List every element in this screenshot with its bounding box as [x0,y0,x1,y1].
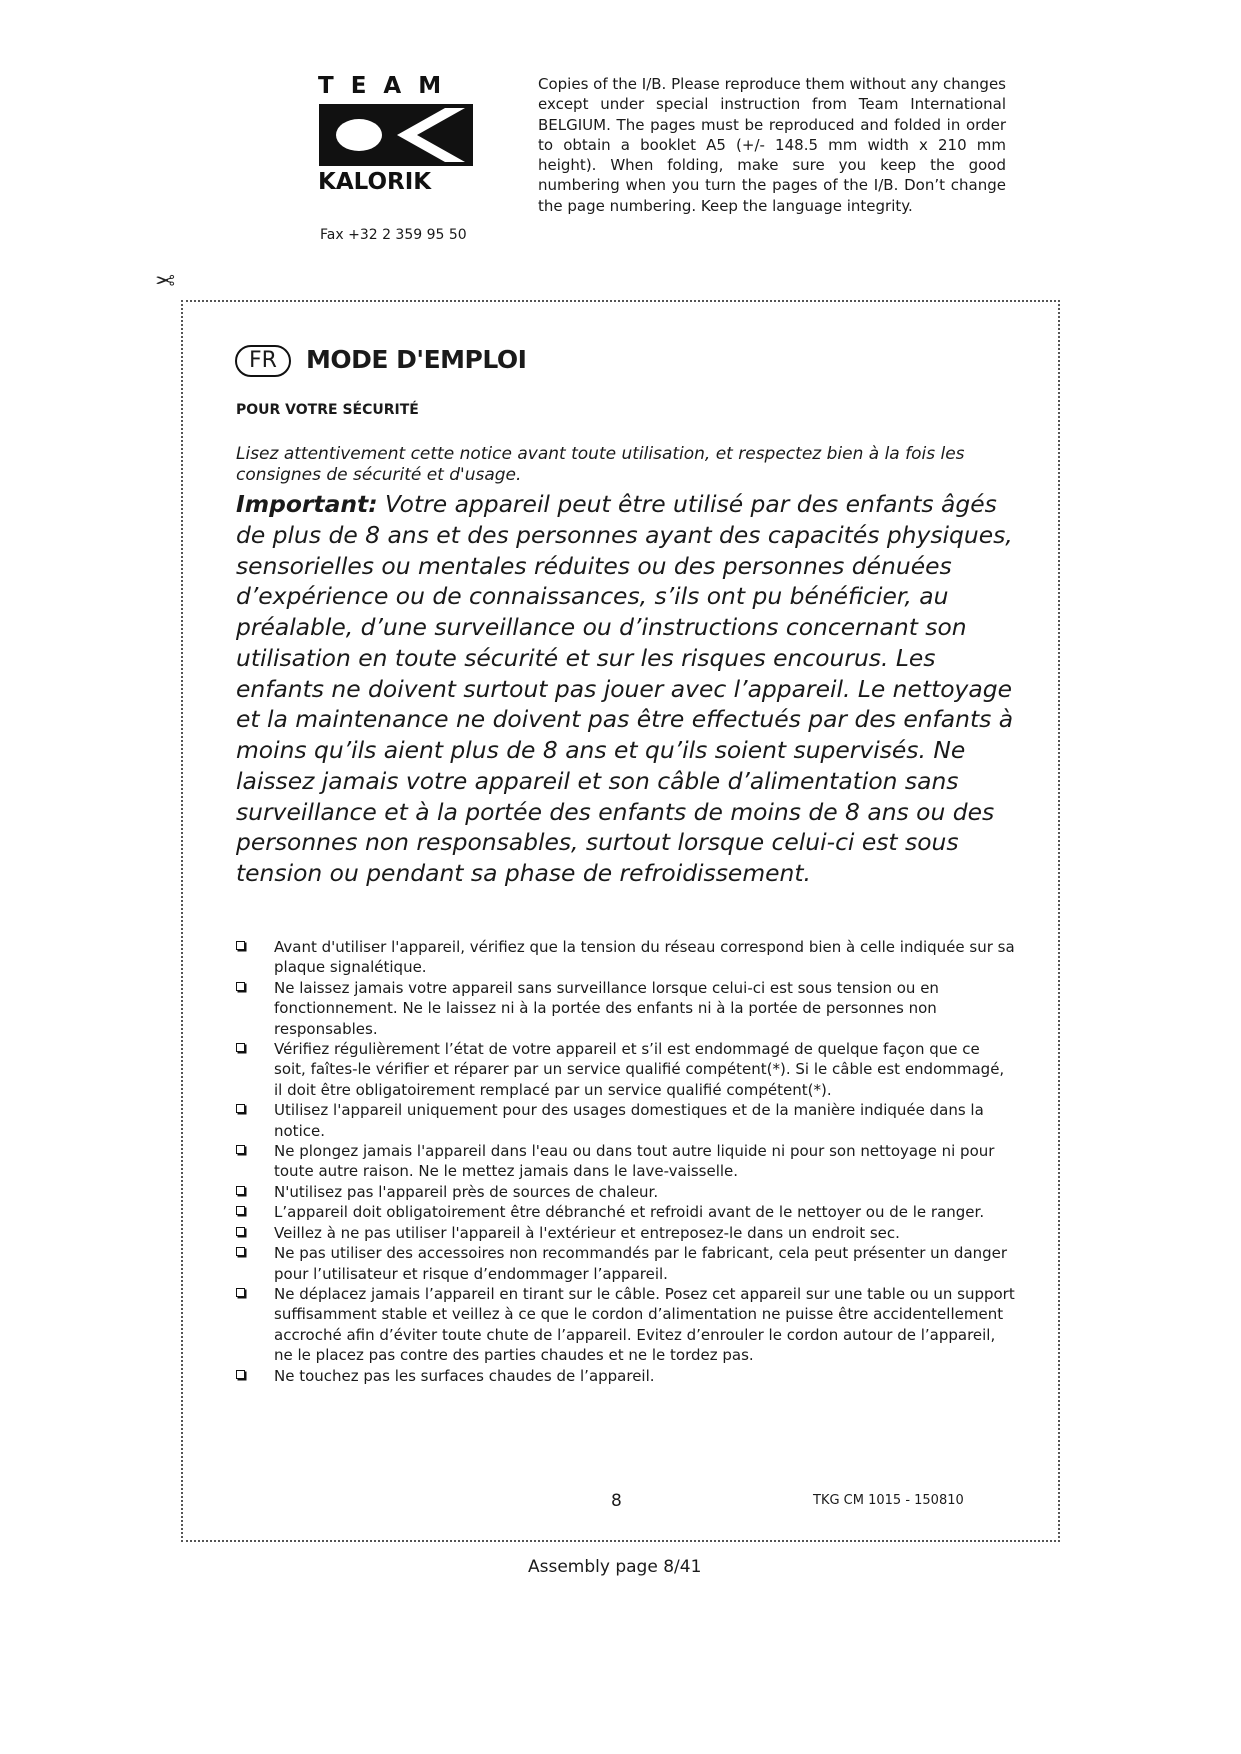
list-item: Ne touchez pas les surfaces chaudes de l’appareil. [236,1366,1016,1386]
checkbox-bullet-icon [236,1145,245,1154]
important-text: Votre appareil peut être utilisé par des enfants âgés de plus de 8 ans et des personnes ayant des capacités physiques, sensorielles ou mentales réduites ou des personnes dénuées d’expérience ou de connaissances, s’ils ont pu bénéficier, au préalable, d’une surveillance ou d’instructions concernant son utilisation en toute sécurité et sur les risques encourus. Les enfants ne doivent surtout pas jouer avec l’appareil. Le nettoyage et la maintenance ne doivent pas être effectués par des enfants à moins qu’ils aient plus de 8 ans et qu’ils soient supervisés. Ne laissez jamais votre appareil et son câble d’alimentation sans surveillance et à la portée des enfants de moins de 8 ans ou des personnes non responsables, surtout lorsque celui-ci est sous tension ou pendant sa phase de refroidissement. [236,490,1014,887]
model-code: TKG CM 1015 - 150810 [813,1493,964,1508]
list-item: Utilisez l'appareil uniquement pour des usages domestiques et de la manière indiquée dans la notice. [236,1100,1016,1141]
page-title: MODE D'EMPLOI [306,345,527,374]
important-label: Important: [236,490,378,518]
list-item: Ne plongez jamais l'appareil dans l'eau ou dans tout autre liquide ni pour son nettoyage ni pour toute autre raison. Ne le mettez jamais dans le lave-vaisselle. [236,1141,1016,1182]
list-item: Avant d'utiliser l'appareil, vérifiez que la tension du réseau correspond bien à celle indiquée sur sa plaque signalétique. [236,937,1016,978]
list-item: Ne déplacez jamais l’appareil en tirant sur le câble. Posez cet appareil sur une table ou un support suffisamment stable et veillez à ce que le cordon d’alimentation ne puisse être accidentellement accroché afin d’éviter toute chute de l’appareil. Evitez d’enrouler le cordon autour de l’appareil, ne le placez pas contre des parties chaudes et ne le tordez pas. [236,1284,1016,1366]
intro-paragraph: Lisez attentivement cette notice avant toute utilisation, et respectez bien à la fois les consignes de sécurité et d'usage. [236,444,965,485]
list-item: N'utilisez pas l'appareil près de sources de chaleur. [236,1182,1016,1202]
page-number: 8 [611,1491,622,1511]
list-item: Veillez à ne pas utiliser l'appareil à l'extérieur et entreposez-le dans un endroit sec. [236,1223,1016,1243]
list-item: L’appareil doit obligatoirement être débranché et refroidi avant de le nettoyer ou de le ranger. [236,1202,1016,1222]
checkbox-bullet-icon [236,982,245,991]
language-badge: FR [235,345,291,377]
list-item: Ne pas utiliser des accessoires non recommandés par le fabricant, cela peut présenter un danger pour l’utilisateur et risque d’endommager l’appareil. [236,1243,1016,1284]
scissors-icon: ✂ [155,267,176,295]
checkbox-bullet-icon [236,1186,245,1195]
section-heading: POUR VOTRE SÉCURITÉ [236,402,419,418]
reproduction-instructions: Copies of the I/B. Please reproduce them without any changes except under special instruction from Team International BELGIUM. The pages must be reproduced and folded in order to obtain a booklet A5 (+/- 148.5 mm width x 210 mm height). When folding, make sure you keep the good numbering when you turn the pages of the I/B. Don’t change the page numbering. Keep the language integrity. [538,75,1006,215]
safety-list [236,937,1016,1386]
assembly-page-label: Assembly page 8/41 [528,1557,702,1577]
checkbox-bullet-icon [236,1247,245,1256]
kalorik-k-icon [319,104,473,166]
checkbox-bullet-icon [236,1104,245,1113]
logo-brand-text: KALORIK [318,169,432,195]
checkbox-bullet-icon [236,941,245,950]
fax-number: Fax +32 2 359 95 50 [320,227,467,243]
logo-team-text: TEAM [318,73,459,99]
list-item: Vérifiez régulièrement l’état de votre appareil et s’il est endommagé de quelque façon que ce soit, faîtes-le vérifier et réparer par un service qualifié compétent(*). Si le câble est endommagé, il doit être obligatoirement remplacé par un service qualifié compétent(*). [236,1039,1016,1100]
checkbox-bullet-icon [236,1370,245,1379]
important-warning [236,489,1026,889]
checkbox-bullet-icon [236,1227,245,1236]
checkbox-bullet-icon [236,1206,245,1215]
checkbox-bullet-icon [236,1043,245,1052]
kalorik-logo [318,74,474,194]
checkbox-bullet-icon [236,1288,245,1297]
list-item: Ne laissez jamais votre appareil sans surveillance lorsque celui-ci est sous tension ou en fonctionnement. Ne le laissez ni à la portée des enfants ni à la portée de personnes non responsables. [236,978,1016,1039]
